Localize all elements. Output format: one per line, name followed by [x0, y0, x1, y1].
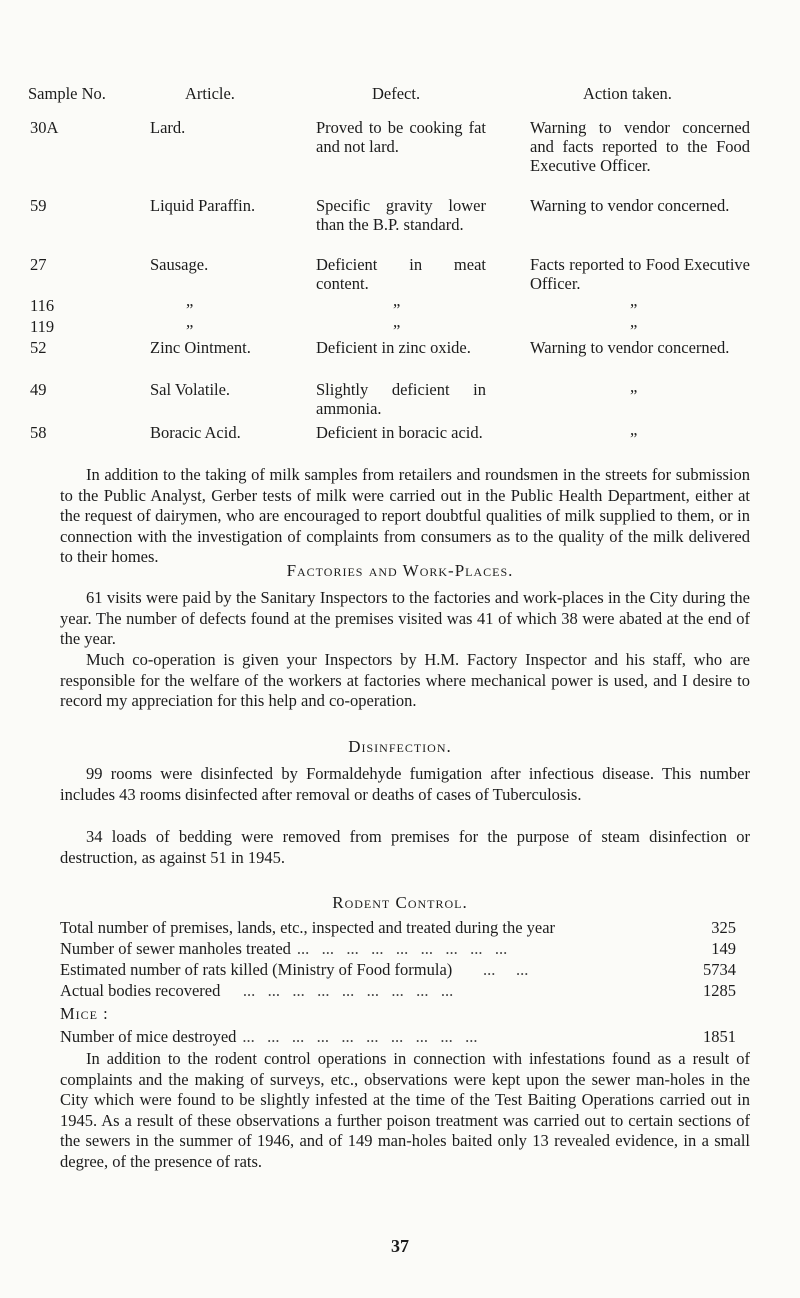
- stat-row: [60, 981, 736, 1001]
- stat-value: 5734: [703, 960, 736, 979]
- leader-dots: ... ... ... ... ... ... ... ... ...: [226, 981, 454, 1000]
- leader-dots: ... ... ... ... ... ... ... ... ... ...: [242, 1027, 478, 1046]
- factories-paragraph-2: Much co-operation is given your Inspectors by H.M. Factory Inspector and his staff, who are responsible for the welfare of the workers at factories where mechanical power is used, and I desire to record my appreciation for this help and co-operation.: [60, 650, 750, 710]
- ditto-mark: ”: [393, 300, 401, 319]
- table-cell-defect: Deficient in zinc oxide.: [316, 338, 471, 357]
- section-heading-factories: Factories and Work-Places.: [286, 561, 514, 580]
- leader-dots: [555, 918, 696, 938]
- header-defect: Defect.: [372, 84, 421, 103]
- table-cell-action: Warning to vendor concerned.: [530, 196, 730, 215]
- stat-row: [60, 960, 736, 980]
- stat-value: 149: [711, 939, 736, 958]
- milk-paragraph: In addition to the taking of milk samples from retailers and roundsmen in the streets for submission to the Public Analyst, Gerber tests of milk were carried out in the Public Health Department, either at the request of dairymen, who are encouraged to report doubtful qualities of milk supplied to them, or in connection with the investigation of complaints from consumers as to the quality of the milk delivered to their homes.: [60, 465, 750, 566]
- ditto-mark: ”: [186, 300, 194, 319]
- ditto-mark: ”: [630, 429, 638, 448]
- table-cell-defect: Specific gravity lower than the B.P. standard.: [316, 196, 486, 234]
- table-cell-article: Sausage.: [150, 255, 209, 274]
- table-cell-no: 59: [30, 196, 47, 215]
- table-cell-defect: Slightly deficient in ammonia.: [316, 380, 486, 418]
- ditto-mark: ”: [630, 321, 638, 340]
- table-cell-defect: Deficient in meat content.: [316, 255, 486, 293]
- table-cell-no: 119: [30, 317, 55, 336]
- leader-dots: ... ... ... ... ... ... ... ... ...: [296, 939, 508, 958]
- stat-row: [60, 918, 736, 938]
- section-heading-disinfection: Disinfection.: [348, 737, 452, 756]
- disinfection-paragraph-2: 34 loads of bedding were removed from premises for the purpose of steam disinfection or destruction, as against 51 in 1945.: [60, 827, 750, 867]
- rodent-final-paragraph: In addition to the rodent control operations in connection with infestations found as a result of complaints and the making of surveys, etc., observations were kept upon the sewer man-holes in the City which were found to be slightly infested at the time of the Test Baiting Operations carried out in 1945. As a result of these observations a further poison treatment was carried out to certain sections of the sewers in the summer of 1946, and of 149 man-holes baited only 13 revealed evidence, in a small degree, of the presence of rats.: [60, 1049, 750, 1171]
- header-article: Article.: [185, 84, 235, 103]
- disinfection-paragraph-1: 99 rooms were disinfected by Formaldehyde fumigation after infectious disease. This number includes 43 rooms disinfected after removal or deaths of cases of Tuberculosis.: [60, 764, 750, 804]
- table-cell-article: Lard.: [150, 118, 186, 137]
- section-heading-rodent-control: Rodent Control.: [332, 893, 468, 912]
- table-cell-no: 52: [30, 338, 47, 357]
- table-cell-article: Zinc Ointment.: [150, 338, 251, 357]
- stat-value: 325: [711, 918, 736, 937]
- table-cell-article: Liquid Paraffin.: [150, 196, 256, 215]
- table-cell-no: 30A: [30, 118, 59, 137]
- leader-dots: ... ...: [458, 960, 529, 979]
- table-cell-action: Warning to vendor concerned and facts reported to the Food Executive Officer.: [530, 118, 750, 175]
- page-number: 37: [391, 1236, 409, 1256]
- table-cell-action: Facts reported to Food Executive Officer.: [530, 255, 750, 293]
- ditto-mark: ”: [393, 321, 401, 340]
- stat-label: Number of sewer manholes treated: [60, 939, 291, 958]
- factories-paragraph-1: 61 visits were paid by the Sanitary Inspectors to the factories and work-places in the City during the year. The number of defects found at the premises visited was 41 of which 38 were abated at the end of the year.: [60, 588, 750, 648]
- stat-label: Number of mice destroyed: [60, 1027, 237, 1046]
- stat-value: 1851: [703, 1027, 736, 1046]
- stat-label: Estimated number of rats killed (Ministry of Food formula): [60, 960, 453, 979]
- table-cell-article: Boracic Acid.: [150, 423, 241, 442]
- stat-value: 1285: [703, 981, 736, 1000]
- header-sample-no: Sample No.: [28, 84, 106, 103]
- ditto-mark: ”: [630, 300, 638, 319]
- table-cell-action: Warning to vendor concerned.: [530, 338, 730, 357]
- stat-row: [60, 1027, 736, 1047]
- mice-label: Mice :: [60, 1004, 109, 1023]
- table-cell-article: Sal Volatile.: [150, 380, 231, 399]
- header-action: Action taken.: [583, 84, 672, 103]
- stat-row: [60, 939, 736, 959]
- stat-label: Total number of premises, lands, etc., inspected and treated during the year: [60, 918, 556, 937]
- ditto-mark: ”: [630, 386, 638, 405]
- table-cell-no: 49: [30, 380, 47, 399]
- ditto-mark: ”: [186, 321, 194, 340]
- table-cell-no: 58: [30, 423, 47, 442]
- stat-label: Actual bodies recovered: [60, 981, 221, 1000]
- table-cell-defect: Proved to be cooking fat and not lard.: [316, 118, 486, 156]
- table-cell-no: 27: [30, 255, 47, 274]
- table-cell-no: 116: [30, 296, 55, 315]
- table-cell-defect: Deficient in boracic acid.: [316, 423, 483, 442]
